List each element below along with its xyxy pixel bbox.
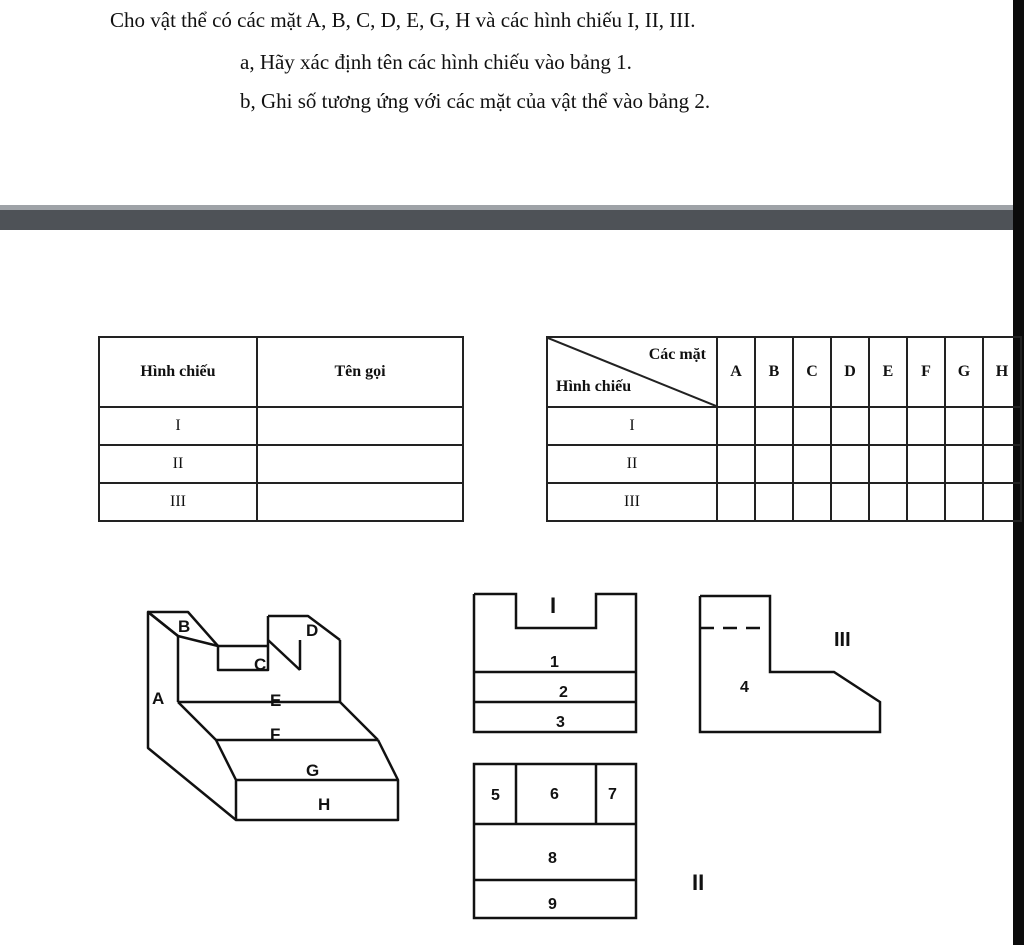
- view-iii-title: III: [834, 629, 851, 651]
- question-part-a: a, Hãy xác định tên các hình chiếu vào bảng 1.: [240, 50, 632, 74]
- area-6: 6: [550, 786, 559, 803]
- area-2: 2: [559, 684, 568, 701]
- view-i-labels: [550, 593, 568, 731]
- view-ii-labels: [491, 786, 704, 913]
- area-9: 9: [548, 896, 557, 913]
- face-column-b: B: [755, 337, 793, 407]
- label-g: G: [306, 761, 320, 780]
- area-8: 8: [548, 850, 557, 867]
- label-c: C: [254, 655, 267, 674]
- question-intro: Cho vật thể có các mặt A, B, C, D, E, G, H và các hình chiếu I, II, III.: [110, 8, 696, 32]
- header-projection: Hình chiếu: [99, 337, 257, 407]
- projection-label: III: [547, 483, 717, 521]
- header-faces: Các mặt: [648, 346, 706, 363]
- label-h: H: [318, 795, 331, 814]
- projection-label: I: [99, 407, 257, 445]
- header-name: Tên gọi: [257, 337, 463, 407]
- face-column-c: C: [793, 337, 831, 407]
- face-column-f: F: [907, 337, 945, 407]
- projection-label: II: [547, 445, 717, 483]
- projection-label: III: [99, 483, 257, 521]
- label-a: A: [152, 689, 165, 708]
- face-column-a: A: [717, 337, 755, 407]
- face-column-g: G: [945, 337, 983, 407]
- label-f: F: [270, 725, 281, 744]
- isometric-object: [148, 612, 398, 820]
- projection-label: I: [547, 407, 717, 445]
- header-projection-2: Hình chiếu: [556, 378, 632, 395]
- view-iii-labels: [740, 629, 851, 696]
- area-7: 7: [608, 786, 617, 803]
- projection-label: II: [99, 445, 257, 483]
- label-b: B: [178, 617, 191, 636]
- area-1: 1: [550, 654, 559, 671]
- area-4: 4: [740, 679, 749, 696]
- label-e: E: [270, 691, 282, 710]
- face-column-e: E: [869, 337, 907, 407]
- area-3: 3: [556, 714, 565, 731]
- area-5: 5: [491, 787, 500, 804]
- view-ii-title: II: [692, 870, 705, 895]
- face-column-h: H: [983, 337, 1021, 407]
- view-i-title: I: [550, 593, 557, 618]
- face-column-d: D: [831, 337, 869, 407]
- label-d: D: [306, 621, 319, 640]
- view-iii-outline: [700, 596, 880, 732]
- question-part-b: b, Ghi số tương ứng với các mặt của vật thể vào bảng 2.: [240, 89, 711, 113]
